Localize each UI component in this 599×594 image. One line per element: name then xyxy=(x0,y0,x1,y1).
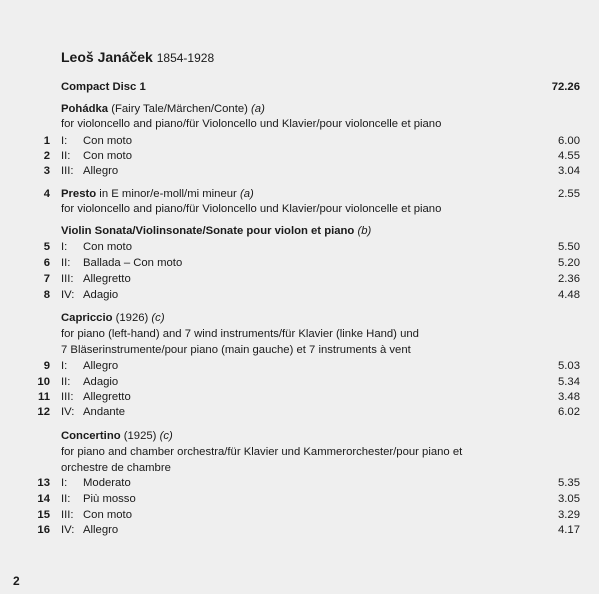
track-row: 2 II: Con moto 4.55 xyxy=(43,150,580,162)
work-instrumentation: for violoncello and piano/für Violoncello und Klavier/pour violoncelle et piano xyxy=(61,118,442,130)
track-row: 4 Presto in E minor/e-moll/mi mineur (a) 2.55 xyxy=(43,188,580,200)
track-row: 7 III: Allegretto 2.36 xyxy=(43,273,580,285)
work-instrumentation: 7 Bläserinstrumente/pour piano (main gauche) et 7 instruments à vent xyxy=(61,344,411,356)
track-row: 8 IV: Adagio 4.48 xyxy=(43,289,580,301)
work-instrumentation: for piano and chamber orchestra/für Klavier und Kammerorchester/pour piano et xyxy=(61,446,463,458)
track-row: 6 II: Ballada – Con moto 5.20 xyxy=(43,257,580,269)
work-title-line xyxy=(0,311,599,326)
composer-heading xyxy=(61,49,214,65)
track-row: 13 I: Moderato 5.35 xyxy=(37,477,580,489)
track-row: 12 IV: Andante 6.02 xyxy=(37,406,580,418)
track-row: 15 III: Con moto 3.29 xyxy=(37,509,580,521)
track-row: 5 I: Con moto 5.50 xyxy=(43,241,580,253)
track-row: 9 I: Allegro 5.03 xyxy=(43,360,580,372)
track-row: 10 II: Adagio 5.34 xyxy=(37,376,580,388)
track-row: 1 I: Con moto 6.00 xyxy=(43,135,580,147)
work-title-line xyxy=(0,102,599,117)
disc-title: Compact Disc 1 xyxy=(61,81,146,93)
work-title: Capriccio (1926) (c) xyxy=(61,312,165,324)
work-instrumentation: orchestre de chambre xyxy=(61,462,171,474)
work-title: Violin Sonata/Violinsonate/Sonate pour violon et piano (b) xyxy=(61,225,372,237)
disc-heading xyxy=(0,80,599,95)
page-number: 2 xyxy=(13,574,20,588)
disc-total-duration: 72.26 xyxy=(551,81,580,93)
work-title-line xyxy=(0,429,599,444)
track-row: 11 III: Allegretto 3.48 xyxy=(38,391,580,403)
composer-dates: 1854-1928 xyxy=(156,51,215,65)
track-row: 14 II: Più mosso 3.05 xyxy=(37,493,580,505)
track-row: 3 III: Allegro 3.04 xyxy=(43,165,580,177)
work-title-line xyxy=(0,224,599,239)
work-instrumentation: for violoncello and piano/für Violoncello und Klavier/pour violoncelle et piano xyxy=(61,203,442,215)
work-title: Pohádka (Fairy Tale/Märchen/Conte) (a) xyxy=(61,103,265,115)
track-row: 16 IV: Allegro 4.17 xyxy=(37,524,580,536)
composer-name: Leoš Janáček xyxy=(61,49,153,65)
work-instrumentation: for piano (left-hand) and 7 wind instruments/für Klavier (linke Hand) und xyxy=(61,328,419,340)
work-title: Concertino (1925) (c) xyxy=(61,430,173,442)
work-title: Presto in E minor/e-moll/mi mineur (a) xyxy=(61,188,254,200)
